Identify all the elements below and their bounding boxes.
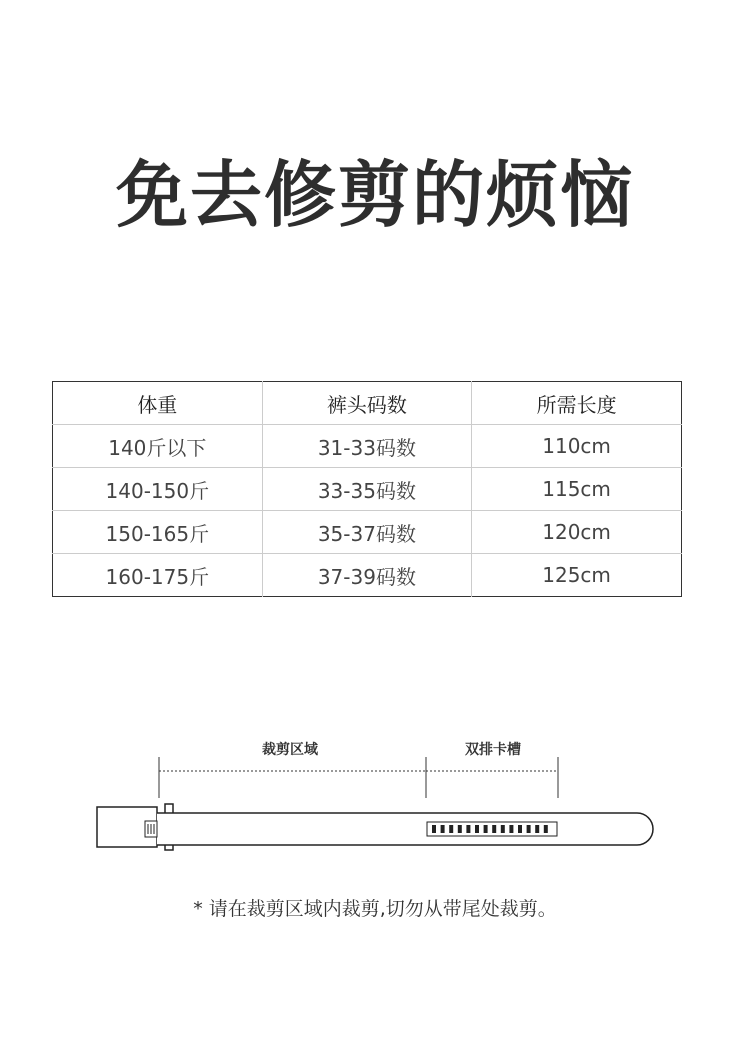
cell-weight: 160-175斤 <box>53 554 263 597</box>
page-title: 免去修剪的烦恼 <box>115 153 634 237</box>
slot-hole <box>492 825 496 833</box>
cell-length: 120cm <box>472 511 682 554</box>
slot-hole <box>458 825 462 833</box>
cell-waist-size: 31-33码数 <box>262 425 472 468</box>
cell-length: 110cm <box>472 425 682 468</box>
slot-hole <box>441 825 445 833</box>
slot-hole <box>475 825 479 833</box>
cell-weight: 140-150斤 <box>53 468 263 511</box>
slot-hole <box>466 825 470 833</box>
size-table <box>52 381 682 597</box>
header-length: 所需长度 <box>472 382 682 425</box>
slot-hole <box>518 825 522 833</box>
slot-hole <box>509 825 513 833</box>
table-row <box>53 511 682 554</box>
cell-waist-size: 33-35码数 <box>262 468 472 511</box>
slot-hole <box>432 825 436 833</box>
header-weight: 体重 <box>137 392 178 417</box>
cell-weight: 140斤以下 <box>53 425 263 468</box>
trim-note: * 请在裁剪区域内裁剪,切勿从带尾处裁剪。 <box>193 898 557 920</box>
cell-length: 125cm <box>472 554 682 597</box>
belt-icon <box>97 804 653 850</box>
slot-hole <box>501 825 505 833</box>
cell-waist-size: 37-39码数 <box>262 554 472 597</box>
slot-hole <box>527 825 531 833</box>
double-slot-label: 双排卡槽 <box>465 742 521 758</box>
cut-zone-label: 裁剪区域 <box>262 742 318 758</box>
header-waist-size: 裤头码数 <box>262 382 472 425</box>
table-row <box>53 468 682 511</box>
cell-weight: 150-165斤 <box>53 511 263 554</box>
slot-hole <box>544 825 548 833</box>
slot-hole <box>449 825 453 833</box>
belt-diagram <box>0 730 750 860</box>
cell-length: 115cm <box>472 468 682 511</box>
table-row <box>53 554 682 597</box>
cell-waist-size: 35-37码数 <box>262 511 472 554</box>
slot-hole <box>535 825 539 833</box>
slot-hole <box>484 825 488 833</box>
dimension-lines <box>159 757 558 798</box>
table-header-row <box>53 382 682 425</box>
table-row <box>53 425 682 468</box>
